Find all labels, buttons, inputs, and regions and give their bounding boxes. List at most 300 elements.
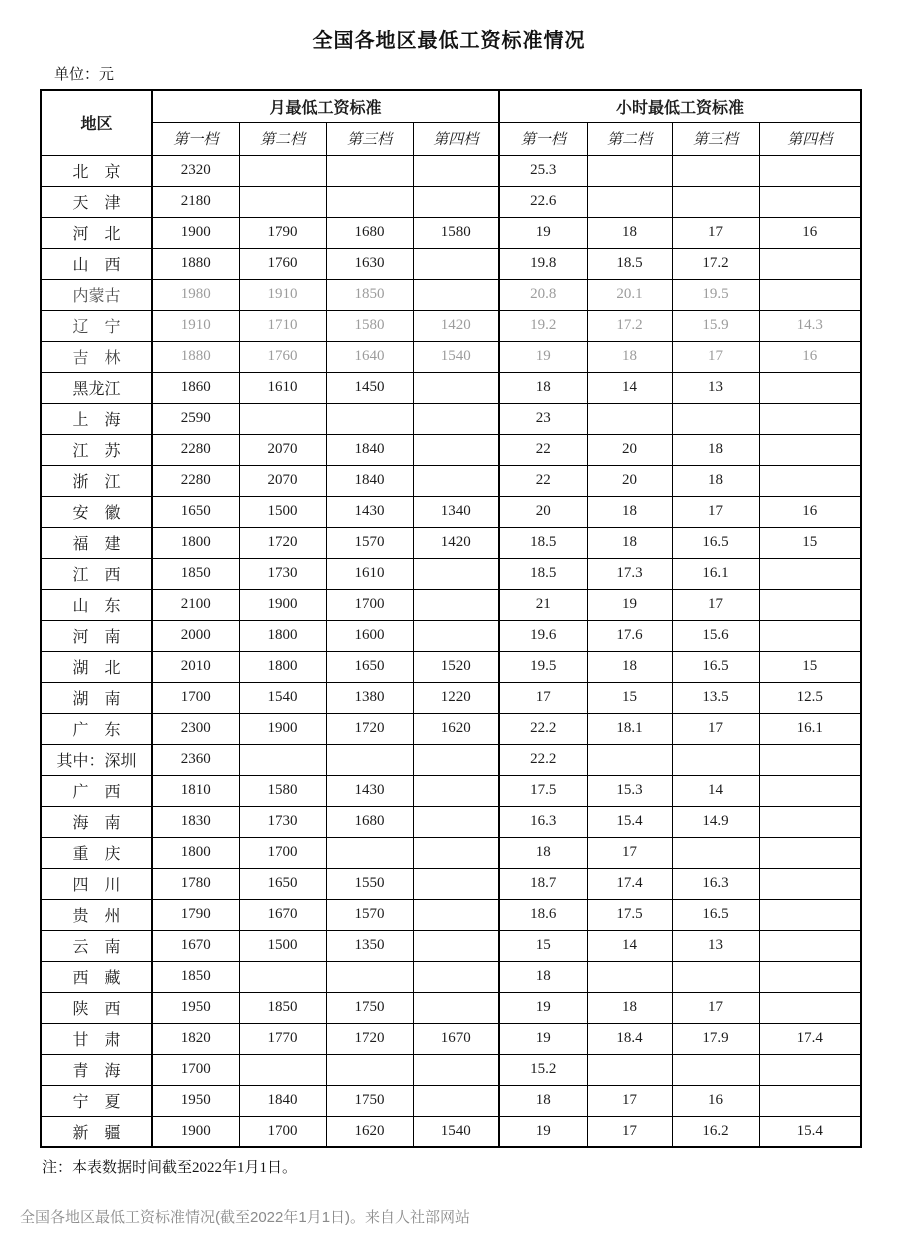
hourly-value-cell: 14 (672, 775, 759, 806)
region-cell: 四 川 (41, 868, 152, 899)
hourly-value-cell: 16 (759, 341, 861, 372)
hourly-value-cell: 17.2 (587, 310, 672, 341)
monthly-value-cell (413, 372, 499, 403)
hourly-value-cell (759, 279, 861, 310)
hourly-value-cell: 14 (587, 930, 672, 961)
monthly-tier-3-header: 第三档 (326, 122, 413, 155)
hourly-value-cell: 16.5 (672, 527, 759, 558)
monthly-value-cell: 1570 (326, 899, 413, 930)
region-cell: 陕 西 (41, 992, 152, 1023)
monthly-value-cell (413, 465, 499, 496)
hourly-value-cell (759, 744, 861, 775)
hourly-value-cell: 15.4 (759, 1116, 861, 1147)
region-cell: 广 西 (41, 775, 152, 806)
monthly-value-cell: 2320 (152, 155, 239, 186)
monthly-value-cell (326, 403, 413, 434)
monthly-value-cell (239, 403, 326, 434)
hourly-value-cell: 18 (587, 496, 672, 527)
hourly-value-cell (759, 403, 861, 434)
hourly-value-cell: 17.2 (672, 248, 759, 279)
monthly-value-cell: 1950 (152, 1085, 239, 1116)
region-cell: 湖 北 (41, 651, 152, 682)
monthly-value-cell: 2000 (152, 620, 239, 651)
monthly-value-cell (413, 837, 499, 868)
hourly-tier-3-header: 第三档 (672, 122, 759, 155)
hourly-value-cell: 16.1 (672, 558, 759, 589)
hourly-value-cell (759, 558, 861, 589)
monthly-value-cell: 1580 (239, 775, 326, 806)
hourly-value-cell (672, 403, 759, 434)
hourly-value-cell: 18 (672, 434, 759, 465)
monthly-value-cell (413, 558, 499, 589)
monthly-value-cell: 1540 (413, 341, 499, 372)
table-row (41, 155, 861, 186)
monthly-value-cell: 1420 (413, 527, 499, 558)
hourly-value-cell: 13 (672, 930, 759, 961)
monthly-value-cell (413, 806, 499, 837)
hourly-value-cell: 17.4 (759, 1023, 861, 1054)
region-cell: 江 苏 (41, 434, 152, 465)
hourly-value-cell: 17.3 (587, 558, 672, 589)
monthly-value-cell (413, 992, 499, 1023)
monthly-value-cell: 1700 (152, 1054, 239, 1085)
monthly-value-cell (326, 186, 413, 217)
table-row (41, 310, 861, 341)
hourly-value-cell: 21 (499, 589, 587, 620)
monthly-value-cell: 1810 (152, 775, 239, 806)
monthly-value-cell: 1790 (152, 899, 239, 930)
monthly-value-cell: 1860 (152, 372, 239, 403)
page-title: 全国各地区最低工资标准情况 (312, 30, 586, 52)
hourly-value-cell: 18 (587, 992, 672, 1023)
monthly-value-cell (239, 186, 326, 217)
monthly-tier-2-header: 第二档 (239, 122, 326, 155)
monthly-value-cell (239, 155, 326, 186)
monthly-value-cell: 1760 (239, 341, 326, 372)
hourly-value-cell: 19.5 (499, 651, 587, 682)
hourly-value-cell: 18.6 (499, 899, 587, 930)
region-cell: 重 庆 (41, 837, 152, 868)
monthly-value-cell (413, 155, 499, 186)
monthly-value-cell: 1220 (413, 682, 499, 713)
footnote: 注：本表数据时间截至2022年1月1日。 (42, 1160, 298, 1176)
monthly-value-cell: 1720 (326, 713, 413, 744)
monthly-value-cell: 1680 (326, 217, 413, 248)
monthly-value-cell: 2070 (239, 465, 326, 496)
hourly-value-cell: 13 (672, 372, 759, 403)
monthly-tier-4-header: 第四档 (413, 122, 499, 155)
monthly-value-cell: 1580 (326, 310, 413, 341)
hourly-value-cell: 20 (499, 496, 587, 527)
hourly-value-cell: 18 (587, 527, 672, 558)
hourly-value-cell: 19 (499, 217, 587, 248)
monthly-value-cell: 1850 (326, 279, 413, 310)
region-cell: 河 北 (41, 217, 152, 248)
hourly-value-cell: 17 (587, 1085, 672, 1116)
hourly-tier-2-header: 第二档 (587, 122, 672, 155)
hourly-value-cell: 17 (587, 837, 672, 868)
region-cell: 上 海 (41, 403, 152, 434)
hourly-value-cell: 14.3 (759, 310, 861, 341)
hourly-value-cell (759, 186, 861, 217)
monthly-value-cell: 1650 (239, 868, 326, 899)
hourly-value-cell (759, 930, 861, 961)
table-body (41, 155, 861, 1147)
hourly-value-cell: 15.2 (499, 1054, 587, 1085)
table-row (41, 341, 861, 372)
table-row (41, 403, 861, 434)
hourly-value-cell: 19 (499, 1023, 587, 1054)
hourly-value-cell: 15.3 (587, 775, 672, 806)
hourly-value-cell: 18 (499, 961, 587, 992)
monthly-value-cell: 2100 (152, 589, 239, 620)
hourly-value-cell: 22 (499, 465, 587, 496)
monthly-value-cell (413, 434, 499, 465)
hourly-value-cell: 17.9 (672, 1023, 759, 1054)
monthly-value-cell (413, 775, 499, 806)
monthly-value-cell: 1680 (326, 806, 413, 837)
monthly-value-cell: 1500 (239, 930, 326, 961)
table-row (41, 837, 861, 868)
monthly-value-cell: 1760 (239, 248, 326, 279)
hourly-value-cell: 18 (587, 341, 672, 372)
region-cell: 新 疆 (41, 1116, 152, 1147)
hourly-value-cell: 18.1 (587, 713, 672, 744)
monthly-value-cell: 1770 (239, 1023, 326, 1054)
monthly-value-cell (326, 1054, 413, 1085)
hourly-value-cell: 15 (759, 527, 861, 558)
hourly-value-cell: 18.4 (587, 1023, 672, 1054)
monthly-value-cell (413, 930, 499, 961)
hourly-value-cell (759, 372, 861, 403)
table-row (41, 930, 861, 961)
monthly-value-cell: 1550 (326, 868, 413, 899)
monthly-value-cell: 1980 (152, 279, 239, 310)
region-cell: 内蒙古 (41, 279, 152, 310)
region-cell: 天 津 (41, 186, 152, 217)
hourly-value-cell: 17.5 (587, 899, 672, 930)
monthly-value-cell: 1540 (239, 682, 326, 713)
hourly-value-cell: 18 (672, 465, 759, 496)
hourly-value-cell: 17 (672, 341, 759, 372)
region-cell: 北 京 (41, 155, 152, 186)
hourly-value-cell (759, 465, 861, 496)
monthly-value-cell: 1450 (326, 372, 413, 403)
hourly-value-cell: 19.8 (499, 248, 587, 279)
monthly-value-cell: 1880 (152, 341, 239, 372)
hourly-value-cell: 15 (587, 682, 672, 713)
monthly-value-cell: 1710 (239, 310, 326, 341)
monthly-value-cell (326, 961, 413, 992)
monthly-value-cell: 1350 (326, 930, 413, 961)
region-cell: 广 东 (41, 713, 152, 744)
region-cell: 其中：深圳 (41, 744, 152, 775)
hourly-value-cell: 16 (759, 217, 861, 248)
monthly-value-cell: 1900 (239, 589, 326, 620)
hourly-value-cell: 19 (499, 992, 587, 1023)
hourly-value-cell: 14 (587, 372, 672, 403)
hourly-value-cell: 22.2 (499, 713, 587, 744)
table-row (41, 558, 861, 589)
hourly-value-cell: 19.6 (499, 620, 587, 651)
monthly-value-cell (239, 961, 326, 992)
region-cell: 西 藏 (41, 961, 152, 992)
table-row (41, 651, 861, 682)
monthly-value-cell: 2590 (152, 403, 239, 434)
hourly-value-cell: 17 (672, 589, 759, 620)
table-header (41, 90, 861, 155)
hourly-value-cell: 16.2 (672, 1116, 759, 1147)
region-cell: 江 西 (41, 558, 152, 589)
hourly-value-cell (759, 961, 861, 992)
hourly-value-cell: 17 (672, 992, 759, 1023)
monthly-value-cell: 1850 (152, 558, 239, 589)
monthly-value-cell (326, 837, 413, 868)
monthly-value-cell: 1650 (152, 496, 239, 527)
monthly-value-cell: 1800 (152, 527, 239, 558)
table-row (41, 186, 861, 217)
hourly-value-cell (587, 403, 672, 434)
hourly-value-cell: 18.5 (499, 558, 587, 589)
hourly-value-cell: 17.4 (587, 868, 672, 899)
region-cell: 黑龙江 (41, 372, 152, 403)
monthly-value-cell: 1820 (152, 1023, 239, 1054)
hourly-value-cell: 20 (587, 465, 672, 496)
hourly-value-cell: 17 (672, 217, 759, 248)
hourly-value-cell (759, 589, 861, 620)
region-cell: 青 海 (41, 1054, 152, 1085)
hourly-value-cell: 16.5 (672, 899, 759, 930)
hourly-value-cell: 18 (499, 1085, 587, 1116)
image-caption: 全国各地区最低工资标准情况(截至2022年1月1日)。来自人社部网站 (20, 1209, 471, 1226)
monthly-value-cell: 1720 (239, 527, 326, 558)
hourly-value-cell: 20.8 (499, 279, 587, 310)
hourly-value-cell: 18 (499, 837, 587, 868)
region-cell: 安 徽 (41, 496, 152, 527)
hourly-value-cell (672, 1054, 759, 1085)
hourly-value-cell (587, 155, 672, 186)
hourly-value-cell: 15 (499, 930, 587, 961)
monthly-value-cell: 1420 (413, 310, 499, 341)
hourly-value-cell: 20 (587, 434, 672, 465)
hourly-value-cell: 18.5 (587, 248, 672, 279)
monthly-value-cell: 1900 (239, 713, 326, 744)
hourly-value-cell: 22.6 (499, 186, 587, 217)
hourly-value-cell: 19 (587, 589, 672, 620)
hourly-value-cell (759, 1054, 861, 1085)
hourly-value-cell: 16 (759, 496, 861, 527)
monthly-value-cell: 2280 (152, 465, 239, 496)
monthly-value-cell: 1640 (326, 341, 413, 372)
hourly-value-cell: 22.2 (499, 744, 587, 775)
monthly-value-cell (413, 1085, 499, 1116)
hourly-value-cell: 17.5 (499, 775, 587, 806)
table-row (41, 1116, 861, 1147)
monthly-value-cell: 1850 (239, 992, 326, 1023)
region-cell: 山 西 (41, 248, 152, 279)
hourly-value-cell: 18.7 (499, 868, 587, 899)
table-row (41, 744, 861, 775)
table-row (41, 961, 861, 992)
monthly-value-cell: 1700 (239, 837, 326, 868)
hourly-value-cell (587, 744, 672, 775)
monthly-value-cell: 1790 (239, 217, 326, 248)
monthly-value-cell: 1670 (152, 930, 239, 961)
table-row (41, 248, 861, 279)
hourly-value-cell: 19.5 (672, 279, 759, 310)
hourly-value-cell (759, 992, 861, 1023)
monthly-value-cell: 1840 (239, 1085, 326, 1116)
monthly-value-cell (326, 744, 413, 775)
table-row (41, 465, 861, 496)
region-cell: 吉 林 (41, 341, 152, 372)
monthly-value-cell: 1500 (239, 496, 326, 527)
monthly-value-cell: 1340 (413, 496, 499, 527)
table-row (41, 1023, 861, 1054)
table-row (41, 372, 861, 403)
table-row (41, 589, 861, 620)
monthly-value-cell: 2300 (152, 713, 239, 744)
monthly-value-cell (413, 961, 499, 992)
monthly-value-cell: 1430 (326, 775, 413, 806)
monthly-group-header: 月最低工资标准 (152, 90, 499, 122)
region-cell: 河 南 (41, 620, 152, 651)
hourly-value-cell (759, 868, 861, 899)
table-row (41, 527, 861, 558)
monthly-value-cell: 1700 (152, 682, 239, 713)
hourly-value-cell: 16.3 (499, 806, 587, 837)
hourly-value-cell (759, 775, 861, 806)
monthly-value-cell (413, 403, 499, 434)
monthly-value-cell: 1900 (152, 1116, 239, 1147)
monthly-value-cell (413, 589, 499, 620)
monthly-value-cell: 1610 (239, 372, 326, 403)
hourly-value-cell: 19 (499, 1116, 587, 1147)
hourly-value-cell (587, 961, 672, 992)
table-row (41, 806, 861, 837)
region-cell: 湖 南 (41, 682, 152, 713)
region-cell: 辽 宁 (41, 310, 152, 341)
monthly-value-cell: 1380 (326, 682, 413, 713)
monthly-value-cell: 1730 (239, 558, 326, 589)
hourly-value-cell: 18 (587, 651, 672, 682)
hourly-value-cell (759, 837, 861, 868)
monthly-value-cell: 1910 (239, 279, 326, 310)
monthly-value-cell: 1880 (152, 248, 239, 279)
hourly-value-cell: 13.5 (672, 682, 759, 713)
hourly-value-cell: 16.1 (759, 713, 861, 744)
monthly-value-cell (413, 868, 499, 899)
region-cell: 福 建 (41, 527, 152, 558)
hourly-value-cell (759, 806, 861, 837)
monthly-value-cell (239, 1054, 326, 1085)
monthly-value-cell: 1520 (413, 651, 499, 682)
hourly-value-cell (759, 434, 861, 465)
table-row (41, 620, 861, 651)
monthly-value-cell: 1540 (413, 1116, 499, 1147)
unit-label: 单位：元 (54, 66, 115, 83)
monthly-value-cell: 1580 (413, 217, 499, 248)
monthly-value-cell (326, 155, 413, 186)
monthly-value-cell: 2180 (152, 186, 239, 217)
monthly-value-cell: 1780 (152, 868, 239, 899)
hourly-value-cell: 15.6 (672, 620, 759, 651)
monthly-value-cell: 1850 (152, 961, 239, 992)
monthly-value-cell: 1720 (326, 1023, 413, 1054)
hourly-value-cell: 15 (759, 651, 861, 682)
hourly-value-cell: 14.9 (672, 806, 759, 837)
monthly-value-cell: 1430 (326, 496, 413, 527)
hourly-value-cell: 17.6 (587, 620, 672, 651)
monthly-tier-1-header: 第一档 (152, 122, 239, 155)
hourly-value-cell: 25.3 (499, 155, 587, 186)
table-row (41, 1054, 861, 1085)
monthly-value-cell (413, 1054, 499, 1085)
hourly-value-cell: 12.5 (759, 682, 861, 713)
table-row (41, 682, 861, 713)
monthly-value-cell (413, 620, 499, 651)
table-row (41, 775, 861, 806)
hourly-value-cell: 18.5 (499, 527, 587, 558)
hourly-value-cell: 20.1 (587, 279, 672, 310)
monthly-value-cell: 1630 (326, 248, 413, 279)
region-cell: 山 东 (41, 589, 152, 620)
monthly-value-cell: 1670 (239, 899, 326, 930)
monthly-value-cell (239, 744, 326, 775)
hourly-value-cell: 16.3 (672, 868, 759, 899)
hourly-value-cell: 17 (672, 496, 759, 527)
hourly-value-cell (759, 248, 861, 279)
table-row (41, 434, 861, 465)
monthly-value-cell (413, 744, 499, 775)
monthly-value-cell: 1950 (152, 992, 239, 1023)
hourly-value-cell (587, 186, 672, 217)
hourly-value-cell: 15.9 (672, 310, 759, 341)
table-row (41, 496, 861, 527)
hourly-value-cell (759, 620, 861, 651)
region-cell: 甘 肃 (41, 1023, 152, 1054)
monthly-value-cell: 1800 (239, 651, 326, 682)
monthly-value-cell: 1610 (326, 558, 413, 589)
hourly-value-cell: 15.4 (587, 806, 672, 837)
monthly-value-cell: 1830 (152, 806, 239, 837)
table-row (41, 217, 861, 248)
monthly-value-cell: 2280 (152, 434, 239, 465)
hourly-value-cell: 16 (672, 1085, 759, 1116)
monthly-value-cell (413, 899, 499, 930)
monthly-value-cell: 1670 (413, 1023, 499, 1054)
monthly-value-cell: 1700 (239, 1116, 326, 1147)
monthly-value-cell (413, 186, 499, 217)
hourly-value-cell (587, 1054, 672, 1085)
hourly-value-cell: 17 (499, 682, 587, 713)
hourly-value-cell (672, 155, 759, 186)
region-column-header: 地区 (41, 90, 152, 155)
table-row (41, 1085, 861, 1116)
hourly-value-cell: 23 (499, 403, 587, 434)
hourly-tier-4-header: 第四档 (759, 122, 861, 155)
hourly-tier-1-header: 第一档 (499, 122, 587, 155)
table-row (41, 279, 861, 310)
hourly-value-cell (759, 155, 861, 186)
hourly-value-cell (672, 961, 759, 992)
table-row (41, 992, 861, 1023)
monthly-value-cell: 1600 (326, 620, 413, 651)
hourly-value-cell (672, 837, 759, 868)
monthly-value-cell: 1840 (326, 465, 413, 496)
min-wage-table (40, 89, 862, 1148)
monthly-value-cell: 1900 (152, 217, 239, 248)
